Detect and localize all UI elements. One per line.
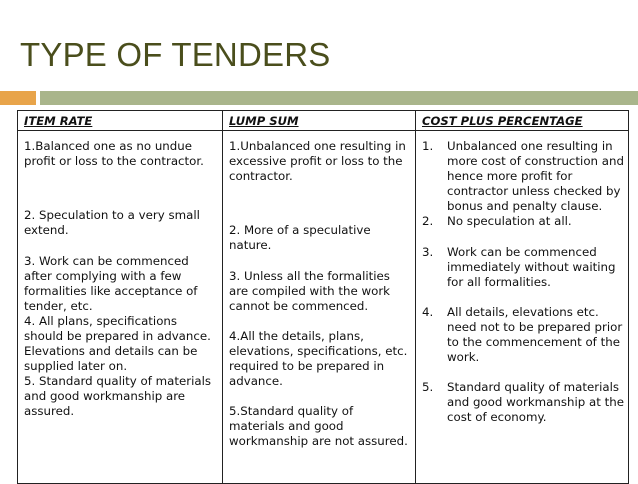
table-body-row xyxy=(18,131,629,484)
cost-plus-cell xyxy=(416,131,629,484)
lump-sum-point-2: 2. More of a speculative nature. xyxy=(229,223,371,252)
lump-sum-point-4: 4.All the details, plans, elevations, specifications, etc. required to be prepared in advance. xyxy=(229,329,408,388)
item-rate-point-3: 3. Work can be commenced after complying with a few formalities like acceptance of tender, etc. xyxy=(24,254,198,313)
accent-bar-orange xyxy=(0,91,36,105)
item-rate-point-1: 1.Balanced one as no undue profit or loss to the contractor. xyxy=(24,139,204,168)
header-item-rate: ITEM RATE xyxy=(18,111,223,131)
cost-plus-point-5 xyxy=(422,380,624,425)
item-rate-cell xyxy=(18,131,223,484)
lump-sum-point-1: 1.Unbalanced one resulting in excessive profit or loss to the contractor. xyxy=(229,139,406,183)
cost-plus-num-5: 5. xyxy=(422,380,434,394)
lump-sum-cell xyxy=(223,131,416,484)
cost-plus-text-1: Unbalanced one resulting in more cost of construction and hence more profit for contractor unless checked by bonus and penalty clause. xyxy=(447,139,624,213)
cost-plus-list xyxy=(422,139,624,425)
cost-plus-num-3: 3. xyxy=(422,245,434,259)
cost-plus-point-3 xyxy=(422,245,624,290)
cost-plus-num-1: 1. xyxy=(422,139,434,153)
lump-sum-point-5: 5.Standard quality of materials and good workmanship are not assured. xyxy=(229,404,408,448)
cost-plus-point-1 xyxy=(422,139,624,214)
cost-plus-text-5: Standard quality of materials and good workmanship at the cost of economy. xyxy=(447,380,624,424)
item-rate-point-5: 5. Standard quality of materials and good workmanship are assured. xyxy=(24,374,212,418)
cost-plus-text-4: All details, elevations etc. need not to be prepared prior to the commencement of the work. xyxy=(447,305,623,364)
cost-plus-num-2: 2. xyxy=(422,214,434,228)
header-lump-sum: LUMP SUM xyxy=(223,111,416,131)
cost-plus-num-4: 4. xyxy=(422,305,434,319)
header-cost-plus: COST PLUS PERCENTAGE xyxy=(416,111,629,131)
item-rate-point-2: 2. Speculation to a very small extend. xyxy=(24,208,200,237)
tender-comparison-table xyxy=(17,110,629,484)
lump-sum-point-3: 3. Unless all the formalities are compiled with the work cannot be commenced. xyxy=(229,269,390,313)
table-header-row xyxy=(18,111,629,131)
page-title: TYPE OF TENDERS xyxy=(20,36,331,73)
cost-plus-text-2: No speculation at all. xyxy=(447,214,572,228)
cost-plus-point-4 xyxy=(422,305,624,365)
cost-plus-text-3: Work can be commenced immediately without waiting for all formalities. xyxy=(447,245,616,289)
cost-plus-point-2 xyxy=(422,214,624,229)
item-rate-point-4: 4. All plans, specifications should be prepared in advance. Elevations and details can be supplied later on. xyxy=(24,314,211,373)
accent-bar-green xyxy=(40,91,638,105)
